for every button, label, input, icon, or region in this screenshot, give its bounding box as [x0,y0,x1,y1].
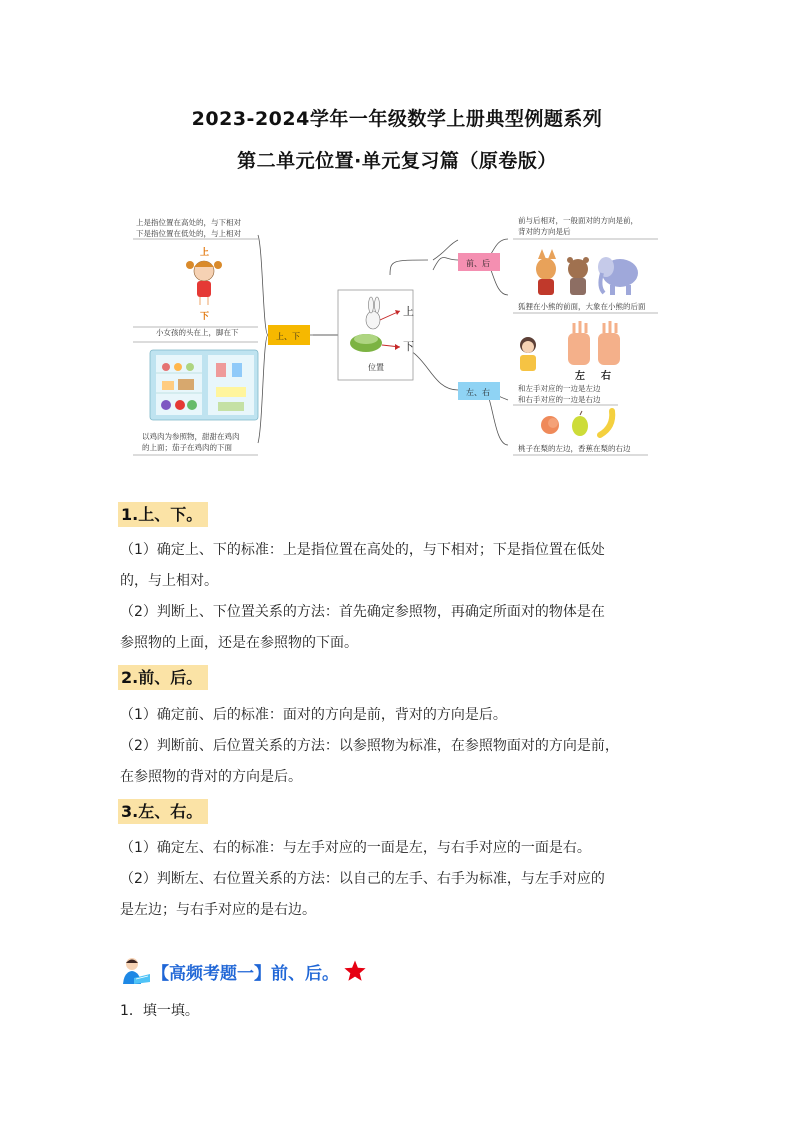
hands-right-label: 右 [601,371,611,382]
exam-section-title [120,956,367,986]
paragraph-line: （1）确定前、后的标准：面对的方向是前，背对的方向是后。 [120,707,507,723]
section-heading-leftright: 3.左、右。 [118,799,208,824]
girl-icon [186,246,222,322]
hands-left-label: 左 [575,371,585,382]
star-icon [343,959,367,983]
paragraph-line: 参照物的上面，还是在参照物的下面。 [120,635,358,651]
center-down-char: 下 [403,340,414,353]
paragraph-line: （2）判断前、后位置关系的方法：以参照物为标准，在参照物面对的方向是前， [120,738,619,754]
section-updown-body [120,535,680,659]
question-1: 1．填一填。 [120,1003,199,1019]
fridge-icon [150,350,258,420]
page-title: 2023-2024学年一年级数学上册典型例题系列 [191,108,603,130]
branch-frontback-label: 前、后 [466,259,490,268]
paragraph-line: （2）判断左、右位置关系的方法：以自己的左手、右手为标准，与左手对应的 [120,871,605,887]
leftright-definition-line2: 和右手对应的一边是右边 [518,395,601,404]
leftright-definition-line1: 和左手对应的一边是左边 [518,384,601,393]
section-leftright-body [120,833,680,926]
exam-title-text: 【高频考题一】前、后。 [152,963,339,984]
updown-definition-line1: 上是指位置在高处的，与下相对 [136,218,241,227]
center-up-char: 上 [403,305,414,318]
branch-leftright-label: 左、右 [466,388,490,397]
frontback-definition-line1: 前与后相对，一般面对的方向是前， [518,216,638,225]
fruits-icon [541,411,612,436]
updown-definition-line2: 下是指位置在低处的，与上相对 [136,229,241,238]
page-subtitle: 第二单元位置·单元复习篇（原卷版） [237,150,557,172]
section-heading-updown: 1.上、下。 [118,502,208,527]
frontback-definition-line2: 背对的方向是后 [518,227,571,236]
section-frontback-body [120,700,680,793]
frontback-caption: 狐狸在小熊的前面，大象在小熊的后面 [518,302,646,311]
paragraph-line: 在参照物的背对的方向是后。 [120,769,302,785]
mind-map [128,205,668,460]
animals-icon [536,249,638,295]
branch-updown-label: 上、下 [276,332,300,341]
fridge-caption-line1: 以鸡肉为参照物，甜甜在鸡肉 [142,432,240,441]
hands-icon [520,321,620,371]
paragraph-line: 的，与上相对。 [120,573,218,589]
section-heading-frontback: 2.前、后。 [118,665,208,690]
paragraph-line: （2）判断上、下位置关系的方法：首先确定参照物，再确定所面对的物体是在 [120,604,605,620]
student-reading-icon [120,956,152,986]
paragraph-line: （1）确定上、下的标准：上是指位置在高处的，与下相对；下是指位置在低处 [120,542,605,558]
paragraph-line: （1）确定左、右的标准：与左手对应的一面是左，与右手对应的一面是右。 [120,840,591,856]
girl-down-label: 下 [200,312,210,322]
center-node-label: 位置 [368,363,384,372]
girl-caption: 小女孩的头在上，脚在下 [156,328,239,337]
fridge-caption-line2: 的上面；茄子在鸡肉的下面 [142,443,232,452]
paragraph-line: 是左边；与右手对应的是右边。 [120,902,316,918]
girl-up-label: 上 [200,248,210,258]
fruit-caption: 桃子在梨的左边，香蕉在梨的右边 [518,444,631,453]
